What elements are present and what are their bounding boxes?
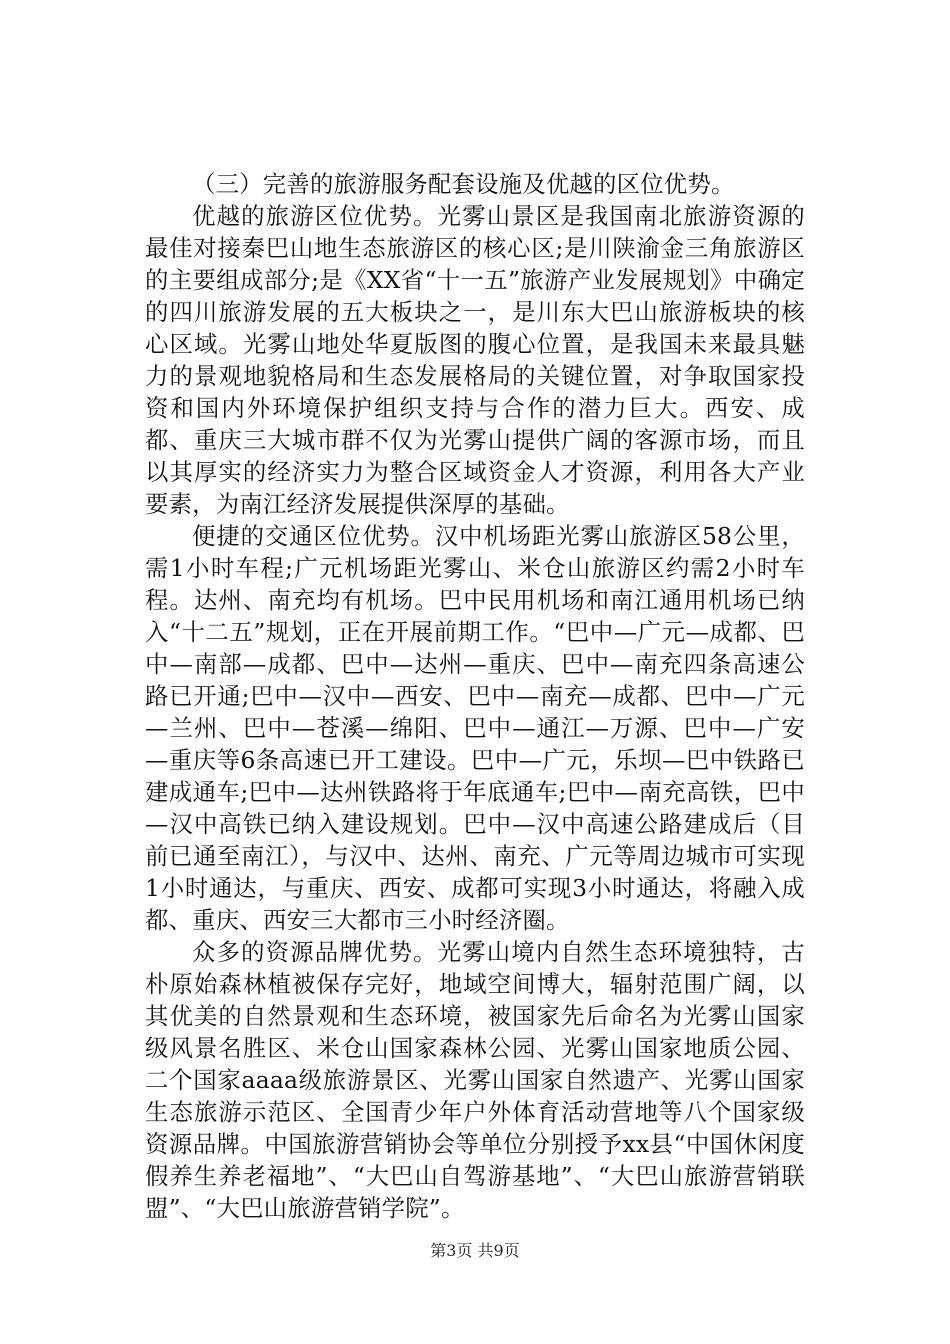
paragraph-brand-advantage: 众多的资源品牌优势。光雾山境内自然生态环境独特，古朴原始森林植被保存完好，地域空间博大，辐射范围广阔，以其优美的自然景观和生态环境，被国家先后命名为光雾山国家级风景名胜区、米仓山国家森林公园、光雾山国家地质公园、二个国家aaaa级旅游景区、光雾山国家自然遗产、光雾山国家生态旅游示范区、全国青少年户外体育活动营地等八个国家级资源品牌。中国旅游营销协会等单位分别授予xx县“中国休闲度假养生养老福地”、“大巴山自驾游基地”、“大巴山旅游营销联盟”、“大巴山旅游营销学院”。 <box>145 938 805 1222</box>
page-number-footer: 第3页 共9页 <box>430 1241 520 1260</box>
document-body <box>145 168 805 1224</box>
paragraph-transport-advantage: 便捷的交通区位优势。汉中机场距光雾山旅游区58公里，需1小时车程;广元机场距光雾山、米仓山旅游区约需2小时车程。达州、南充均有机场。巴中民用机场和南江通用机场已纳入“十二五”规划，正在开展前期工作。“巴中—广元—成都、巴中—南部—成都、巴中—达州—重庆、巴中—南充四条高速公路已开通;巴中—汉中—西安、巴中—南充—成都、巴中—广元—兰州、巴中—苍溪—绵阳、巴中—通江—万源、巴中—广安—重庆等6条高速已开工建设。巴中—广元，乐坝—巴中铁路已建成通车;巴中—达州铁路将于年底通车;巴中—南充高铁，巴中—汉中高铁已纳入建设规划。巴中—汉中高速公路建成后（目前已通至南江），与汉中、达州、南充、广元等周边城市可实现1小时通达，与重庆、西安、成都可实现3小时通达，将融入成都、重庆、西安三大都市三小时经济圈。 <box>145 522 805 934</box>
section-heading: （三）完善的旅游服务配套设施及优越的区位优势。 <box>192 170 735 198</box>
paragraph-location-advantage: 优越的旅游区位优势。光雾山景区是我国南北旅游资源的最佳对接秦巴山地生态旅游区的核心区;是川陕渝金三角旅游区的主要组成部分;是《XX省“十一五”旅游产业发展规划》中确定的四川旅游发展的五大板块之一，是川东大巴山旅游板块的核心区域。光雾山地处华夏版图的腹心位置，是我国未来最具魅力的景观地貌格局和生态发展格局的关键位置，对争取国家投资和国内外环境保护组织支持与合作的潜力巨大。西安、成都、重庆三大城市群不仅为光雾山提供广阔的客源市场，而且以其厚实的经济实力为整合区域资金人才资源，利用各大产业要素，为南江经济发展提供深厚的基础。 <box>145 202 805 518</box>
